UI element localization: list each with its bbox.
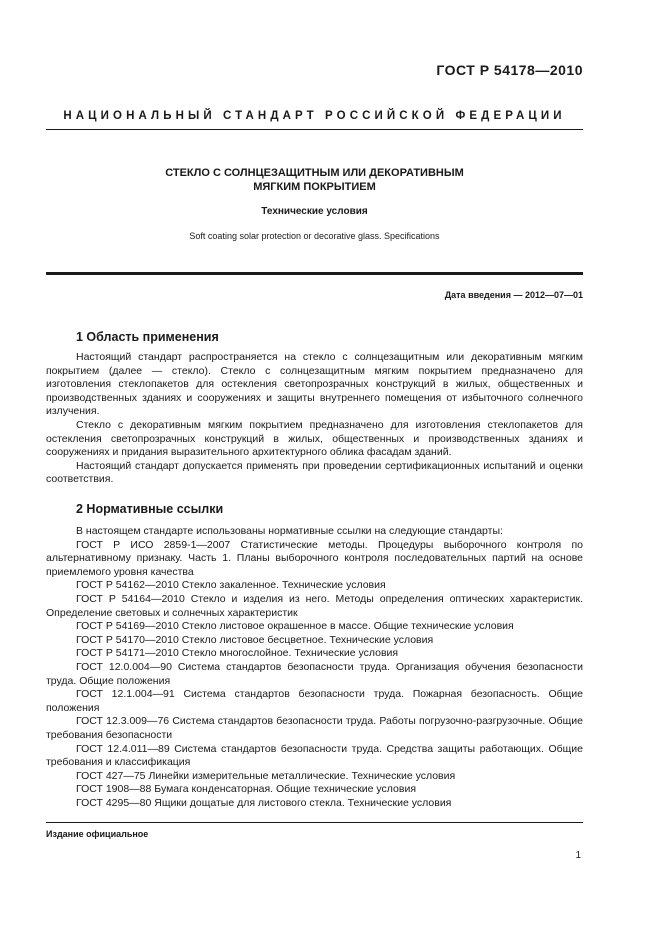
page-number: 1 <box>575 850 581 861</box>
footer-divider <box>46 822 583 823</box>
paragraph: Стекло с декоративным мягким покрытием предназначено для изготовления стеклопакетов для остекления светопрозрачных конструкций в жилых, общественных и производственных зданиях и сооружениях и придания выразительного архитектурного облика фасадам зданий. <box>46 418 583 459</box>
section-heading: 2 Нормативные ссылки <box>76 502 224 516</box>
edition-label: Издание официальное <box>46 829 149 839</box>
reference-item: ГОСТ 12.1.004—91 Система стандартов безопасности труда. Пожарная безопасность. Общие положения <box>46 688 583 714</box>
header-divider <box>46 129 583 130</box>
standard-code: ГОСТ Р 54178—2010 <box>436 62 583 78</box>
document-title-line1: СТЕКЛО С СОЛНЦЕЗАЩИТНЫМ ИЛИ ДЕКОРАТИВНЫМ <box>165 167 464 179</box>
reference-item: ГОСТ 1908—88 Бумага конденсаторная. Общие технические условия <box>76 783 417 796</box>
reference-item: ГОСТ Р 54162—2010 Стекло закаленное. Технические условия <box>76 579 386 592</box>
document-title <box>46 166 583 194</box>
reference-item: ГОСТ Р ИСО 2859-1—2007 Статистические методы. Процедуры выборочного контроля по альтернативному признаку. Часть 1. Планы выборочного контроля последовательных партий на основе приемлемого уровня качества <box>46 538 583 578</box>
paragraph: В настоящем стандарте использованы нормативные ссылки на следующие стандарты: <box>76 525 503 537</box>
document-title-line2: МЯГКИМ ПОКРЫТИЕМ <box>253 181 376 193</box>
reference-item: ГОСТ 4295—80 Ящики дощатые для листового стекла. Технические условия <box>76 796 452 809</box>
section-heading: 1 Область применения <box>76 330 219 344</box>
reference-item: ГОСТ Р 54169—2010 Стекло листовое окрашенное в массе. Общие технические условия <box>76 620 514 633</box>
paragraph: Настоящий стандарт допускается применять при проведении сертификационных испытаний и оценки соответствия. <box>46 459 583 486</box>
reference-item: ГОСТ Р 54170—2010 Стекло листовое бесцветное. Технические условия <box>76 633 434 646</box>
reference-item: ГОСТ 12.0.004—90 Система стандартов безопасности труда. Организация обучения безопасности труда. Общие положения <box>46 660 583 687</box>
paragraph: Настоящий стандарт распространяется на стекло с солнцезащитным или декоративным мягким покрытием (далее — стекло). Стекло с солнцезащитным мягким покрытием предназначено для изготовления стеклопакетов для остекления светопрозрачных конструкций в жилых, общественных и производственных зданиях и сооружениях и защиты внутреннего помещения от избыточного солнечного излучения. <box>46 351 583 418</box>
document-english-title: Soft coating solar protection or decorative glass. Specifications <box>189 231 440 241</box>
reference-item: ГОСТ Р 54164—2010 Стекло и изделия из него. Методы определения оптических характеристик. Определение световых и солнечных характеристик <box>46 592 583 619</box>
section-normative-references <box>46 502 583 810</box>
reference-item: ГОСТ 12.4.011—89 Система стандартов безопасности труда. Средства защиты работающих. Общие требования и классификация <box>46 742 583 769</box>
reference-item: ГОСТ Р 54171—2010 Стекло многослойное. Технические условия <box>76 647 399 660</box>
title-divider <box>46 272 583 275</box>
section-scope <box>46 330 583 487</box>
national-standard-title: НАЦИОНАЛЬНЫЙ СТАНДАРТ РОССИЙСКОЙ ФЕДЕРАЦИИ <box>63 110 566 122</box>
reference-item: ГОСТ 12.3.009—76 Система стандартов безопасности труда. Работы погрузочно-разгрузочные. Общие требования безопасности <box>46 715 583 741</box>
reference-item: ГОСТ 427—75 Линейки измерительные металлические. Технические условия <box>76 769 456 782</box>
introduction-date: Дата введения — 2012—07—01 <box>444 290 583 300</box>
document-subtitle: Технические условия <box>261 206 368 217</box>
